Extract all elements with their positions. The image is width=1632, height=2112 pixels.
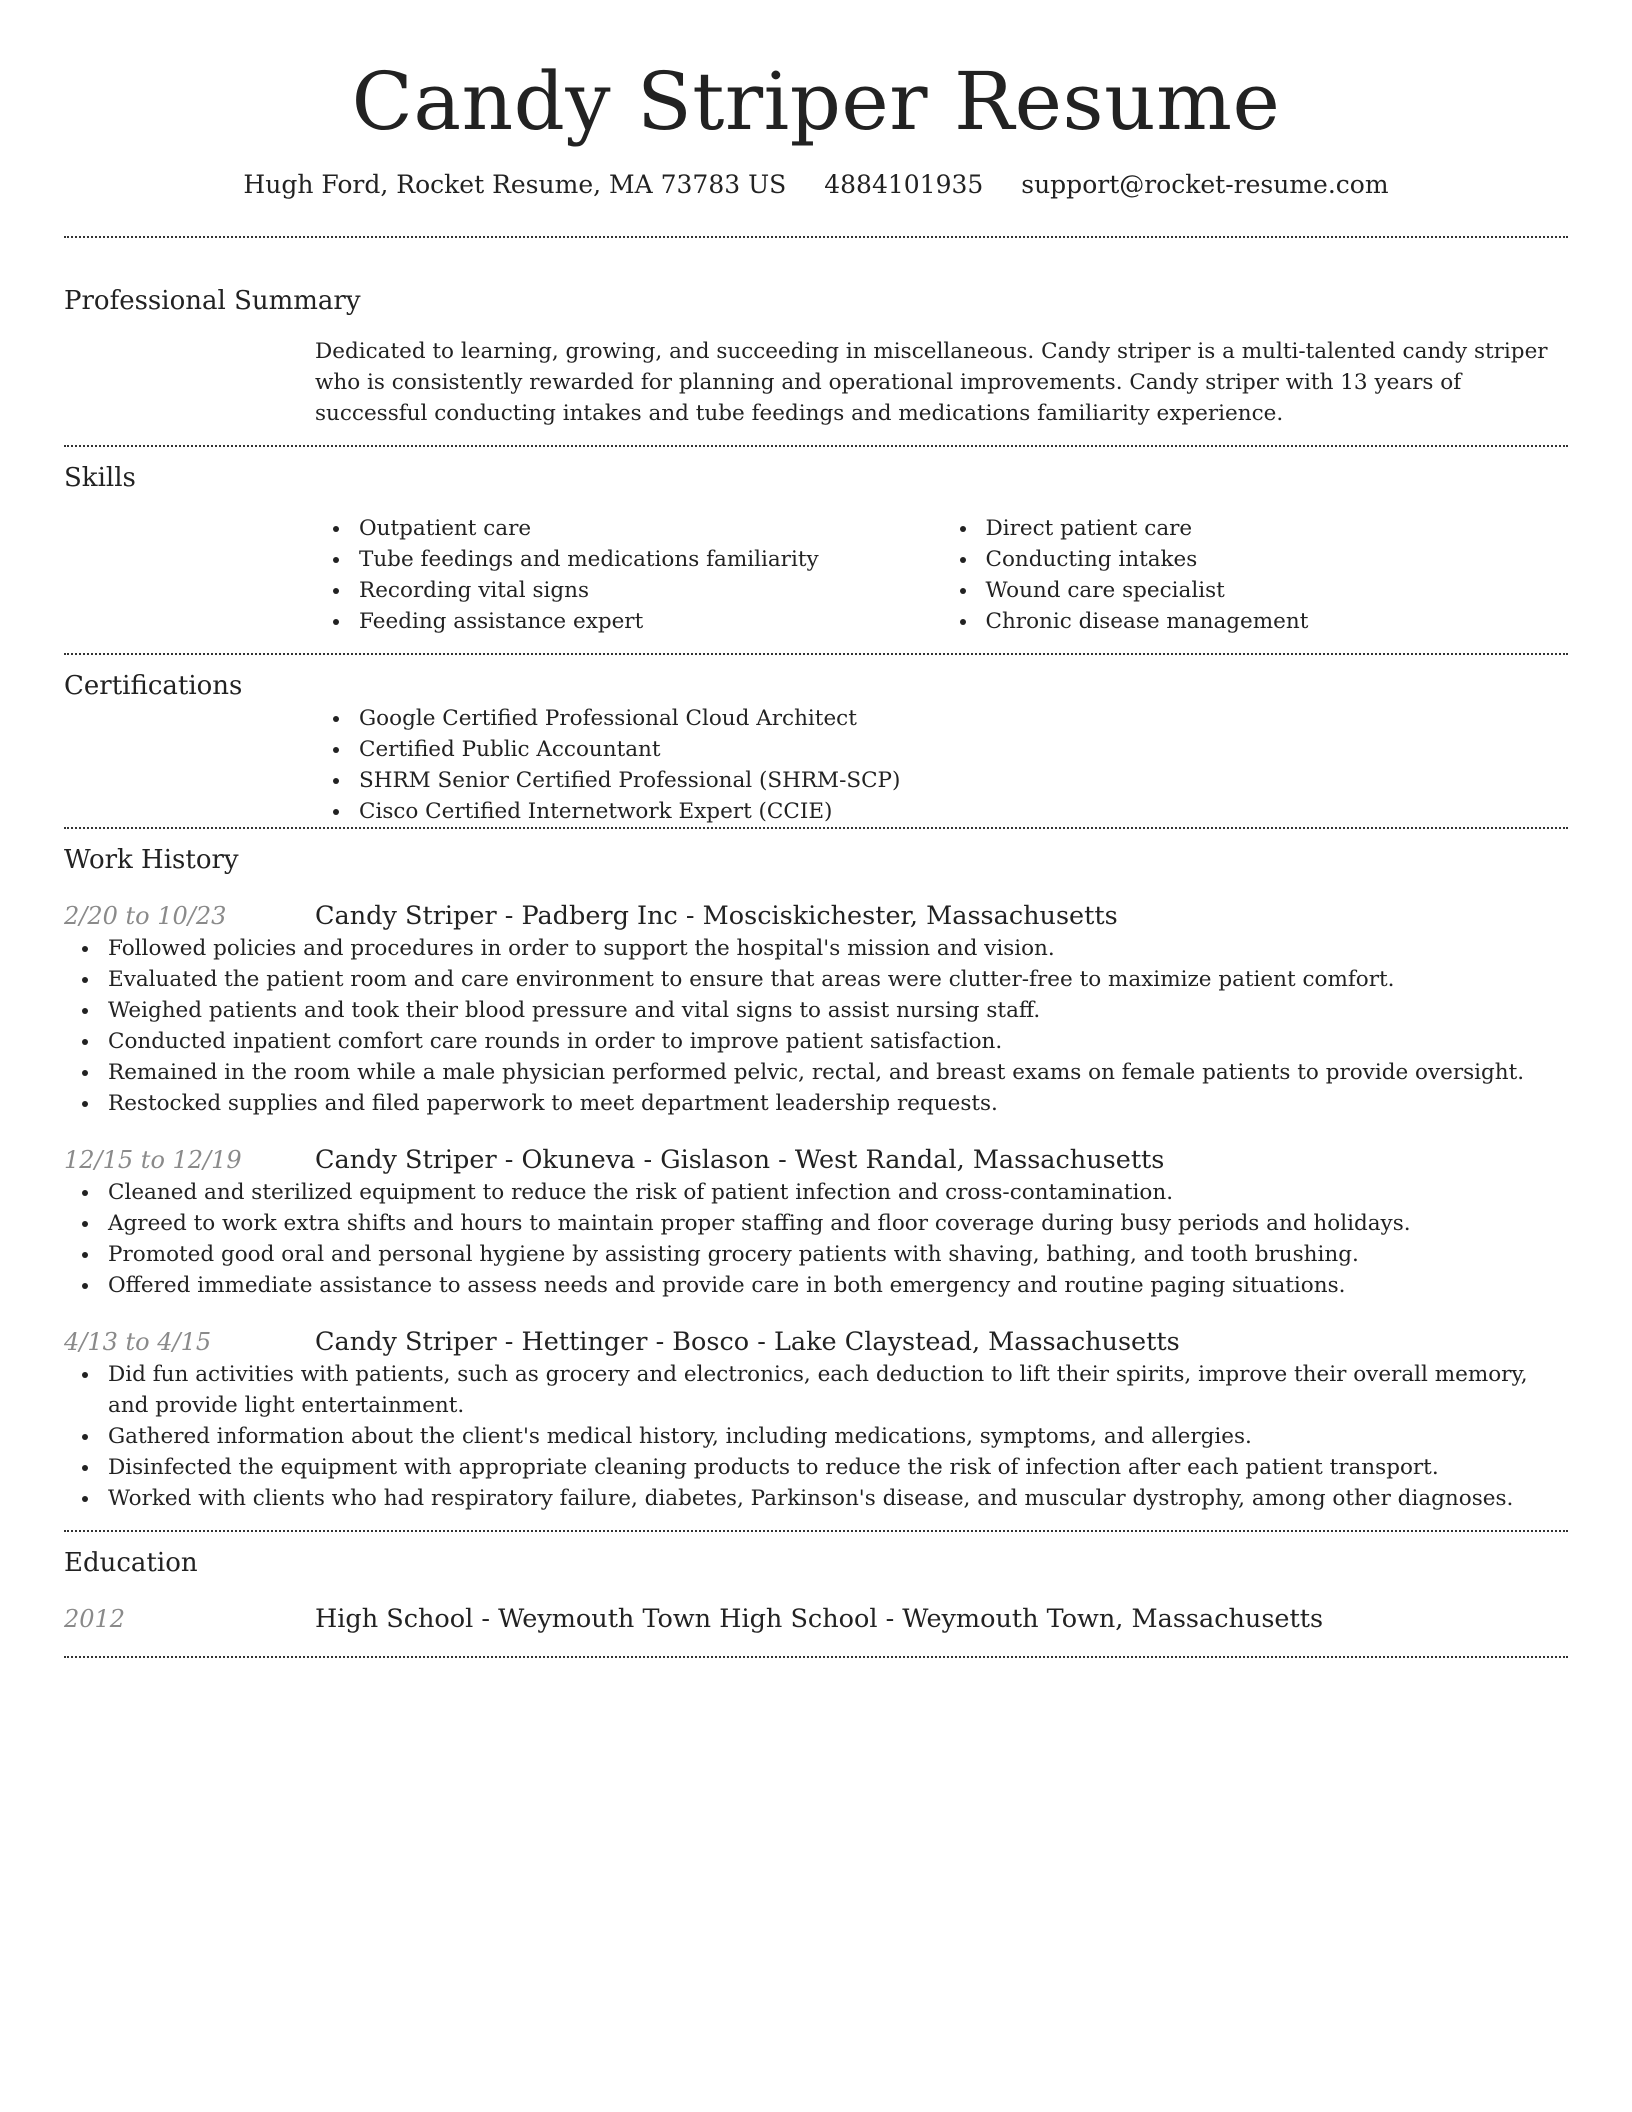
certifications-section [64, 655, 1568, 827]
job-dates: 4/13 to 4/15 [64, 1328, 212, 1356]
job-entry [64, 1143, 1568, 1301]
skills-list-left [315, 513, 942, 637]
job-dates: 2/20 to 10/23 [64, 902, 227, 930]
job-bullets [64, 1359, 1568, 1514]
certification-item: Certified Public Accountant [359, 734, 1568, 765]
job-bullet: Weighed patients and took their blood pressure and vital signs to assist nursing staff. [108, 995, 1568, 1026]
skill-item: Tube feedings and medications familiarity [359, 544, 942, 575]
skill-item: Chronic disease management [986, 606, 1569, 637]
resume-title: Candy Striper Resume [351, 55, 1281, 148]
job-bullet: Promoted good oral and personal hygiene by assisting grocery patients with shaving, bathing, and tooth brushing. [108, 1239, 1568, 1270]
job-title: Candy Striper - Padberg Inc - Mosciskichester, Massachusetts [315, 901, 1118, 931]
skills-grid [315, 495, 1568, 653]
summary-text: Dedicated to learning, growing, and succeeding in miscellaneous. Candy striper is a multi-talented candy striper who is consistently rewarded for planning and operational improvements. Candy striper with 13 years of successful conducting intakes and tube feedings and medications familiarity experience. [315, 339, 1548, 426]
job-bullet: Conducted inpatient comfort care rounds in order to improve patient satisfaction. [108, 1026, 1568, 1057]
job-bullet: Worked with clients who had respiratory failure, diabetes, Parkinson's disease, and muscular dystrophy, among other diagnoses. [108, 1483, 1568, 1514]
education-title: High School - Weymouth Town High School - Weymouth Town, Massachusetts [315, 1604, 1324, 1634]
job-bullet: Did fun activities with patients, such as grocery and electronics, each deduction to lift their spirits, improve their overall memory, and provide light entertainment. [108, 1359, 1568, 1421]
skill-item: Conducting intakes [986, 544, 1569, 575]
job-title: Candy Striper - Okuneva - Gislason - West Randal, Massachusetts [315, 1145, 1165, 1175]
certification-item: Cisco Certified Internetwork Expert (CCIE) [359, 796, 1568, 827]
job-bullet: Agreed to work extra shifts and hours to maintain proper staffing and floor coverage during busy periods and holidays. [108, 1208, 1568, 1239]
job-bullet: Cleaned and sterilized equipment to reduce the risk of patient infection and cross-contamination. [108, 1177, 1568, 1208]
job-bullet: Disinfected the equipment with appropriate cleaning products to reduce the risk of infection after each patient transport. [108, 1452, 1568, 1483]
skills-list-right [942, 513, 1569, 637]
job-entry [64, 1325, 1568, 1530]
skills-section [64, 447, 1568, 653]
job-bullet: Followed policies and procedures in order to support the hospital's mission and vision. [108, 933, 1568, 964]
section-heading-certifications: Certifications [64, 671, 243, 701]
summary-section [64, 238, 1568, 445]
job-bullets [64, 933, 1568, 1119]
job-bullet: Restocked supplies and filed paperwork to meet department leadership requests. [108, 1088, 1568, 1119]
certification-item: Google Certified Professional Cloud Architect [359, 703, 1568, 734]
skill-item: Feeding assistance expert [359, 606, 942, 637]
certification-item: SHRM Senior Certified Professional (SHRM-SCP) [359, 765, 1568, 796]
education-entry [64, 1602, 1568, 1656]
education-section [64, 1532, 1568, 1656]
section-heading-work: Work History [64, 845, 239, 875]
work-history-section [64, 829, 1568, 1530]
job-bullets [64, 1177, 1568, 1301]
job-bullet: Remained in the room while a male physician performed pelvic, rectal, and breast exams on female patients to provide oversight. [108, 1057, 1568, 1088]
contact-phone: 4884101935 [824, 170, 984, 199]
education-dates: 2012 [64, 1605, 126, 1633]
job-dates: 12/15 to 12/19 [64, 1146, 242, 1174]
contact-email: support@rocket-resume.com [1021, 170, 1389, 199]
job-title: Candy Striper - Hettinger - Bosco - Lake Claystead, Massachusetts [315, 1327, 1180, 1357]
section-heading-summary: Professional Summary [64, 286, 361, 316]
job-bullet: Evaluated the patient room and care environment to ensure that areas were clutter-free to maximize patient comfort. [108, 964, 1568, 995]
certifications-list [315, 703, 1568, 827]
job-bullet: Offered immediate assistance to assess needs and provide care in both emergency and routine paging situations. [108, 1270, 1568, 1301]
skill-item: Recording vital signs [359, 575, 942, 606]
section-heading-skills: Skills [64, 463, 136, 493]
skill-item: Direct patient care [986, 513, 1569, 544]
job-bullet: Gathered information about the client's medical history, including medications, symptoms, and allergies. [108, 1421, 1568, 1452]
contact-address: Hugh Ford, Rocket Resume, MA 73783 US [243, 170, 787, 199]
skill-item: Wound care specialist [986, 575, 1569, 606]
job-entry [64, 899, 1568, 1119]
section-heading-education: Education [64, 1548, 198, 1578]
contact-line [64, 168, 1568, 202]
divider [64, 1656, 1568, 1658]
skill-item: Outpatient care [359, 513, 942, 544]
